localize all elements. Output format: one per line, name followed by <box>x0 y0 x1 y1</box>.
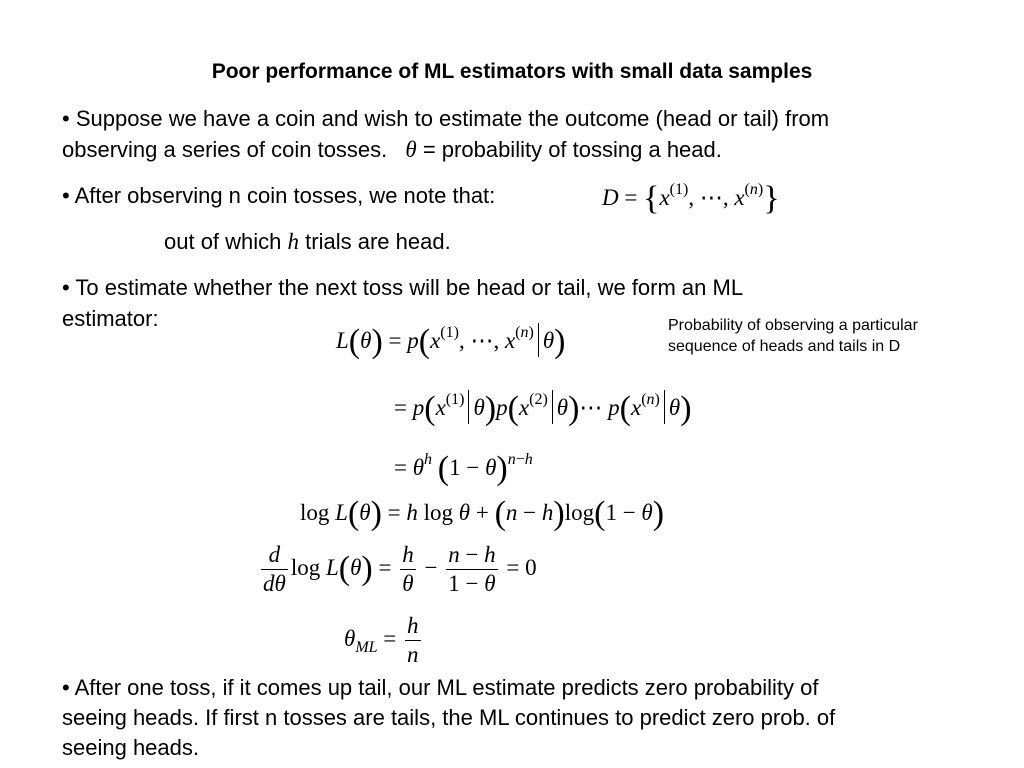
bullet-4-line-3: seeing heads. <box>62 735 199 760</box>
theta-symbol: θ <box>405 137 417 162</box>
equation-ml-estimate: $\theta_{ML}$ = $\frac{h}{n}$ <box>344 613 419 667</box>
bullet-2-subline-text-a: out of which <box>164 229 282 254</box>
bullet-1-line-2-definition: = probability of tossing a head. <box>422 137 722 162</box>
bullet-4-line-2: seeing heads. If first n tosses are tails, the ML continues to predict zero prob. of <box>62 705 836 730</box>
equation-derivative: $\frac{d}{d\theta}$ log L(θ) = $\frac{h}{\theta}$ − $\frac{n - h}{1 - \theta}$ = 0 <box>263 542 537 596</box>
bullet-2-subline-text-b: trials are head. <box>305 229 451 254</box>
annotation-line-1: Probability of observing a particular <box>668 317 918 334</box>
bullet-1-line-1: • Suppose we have a coin and wish to estimate the outcome (head or tail) from <box>62 106 830 131</box>
equation-likelihood-3: = $\theta^h$ $(1 - \theta)^{n-h}$ <box>394 450 533 487</box>
equation-log-likelihood: log L(θ) = h log θ + (n − h)log(1 − θ) <box>300 495 665 532</box>
bullet-2: • After observing n coin tosses, we note that: <box>62 183 496 208</box>
equation-dataset-d: $D = \{x^{(1)}$, ⋯, $x^{(n)}$} <box>602 180 780 217</box>
equation-likelihood-2: = $p(x^{(1)}$ $\theta)p(x^{(2)}$ θ)⋯ $p(x^{(n)}$ θ) <box>394 390 692 427</box>
bullet-4-line-1: • After one toss, if it comes up tail, our ML estimate predicts zero probability of <box>62 675 819 700</box>
h-symbol: h <box>287 229 300 254</box>
slide-title: Poor performance of ML estimators with small data samples <box>211 60 813 83</box>
bullet-3-line-2: estimator: <box>62 306 159 331</box>
bullet-3-line-1: • To estimate whether the next toss will be head or tail, we form an ML <box>62 275 744 300</box>
equation-likelihood-1: $L(\theta) = p(x^{(1)}$, ⋯, $x^{(n)}$ θ) <box>336 323 566 360</box>
bullet-1-line-2-text: observing a series of coin tosses. <box>62 137 388 162</box>
bullet-2-subline <box>164 227 451 257</box>
bullet-1-line-2 <box>62 135 722 165</box>
annotation-line-2: sequence of heads and tails in D <box>668 338 901 355</box>
